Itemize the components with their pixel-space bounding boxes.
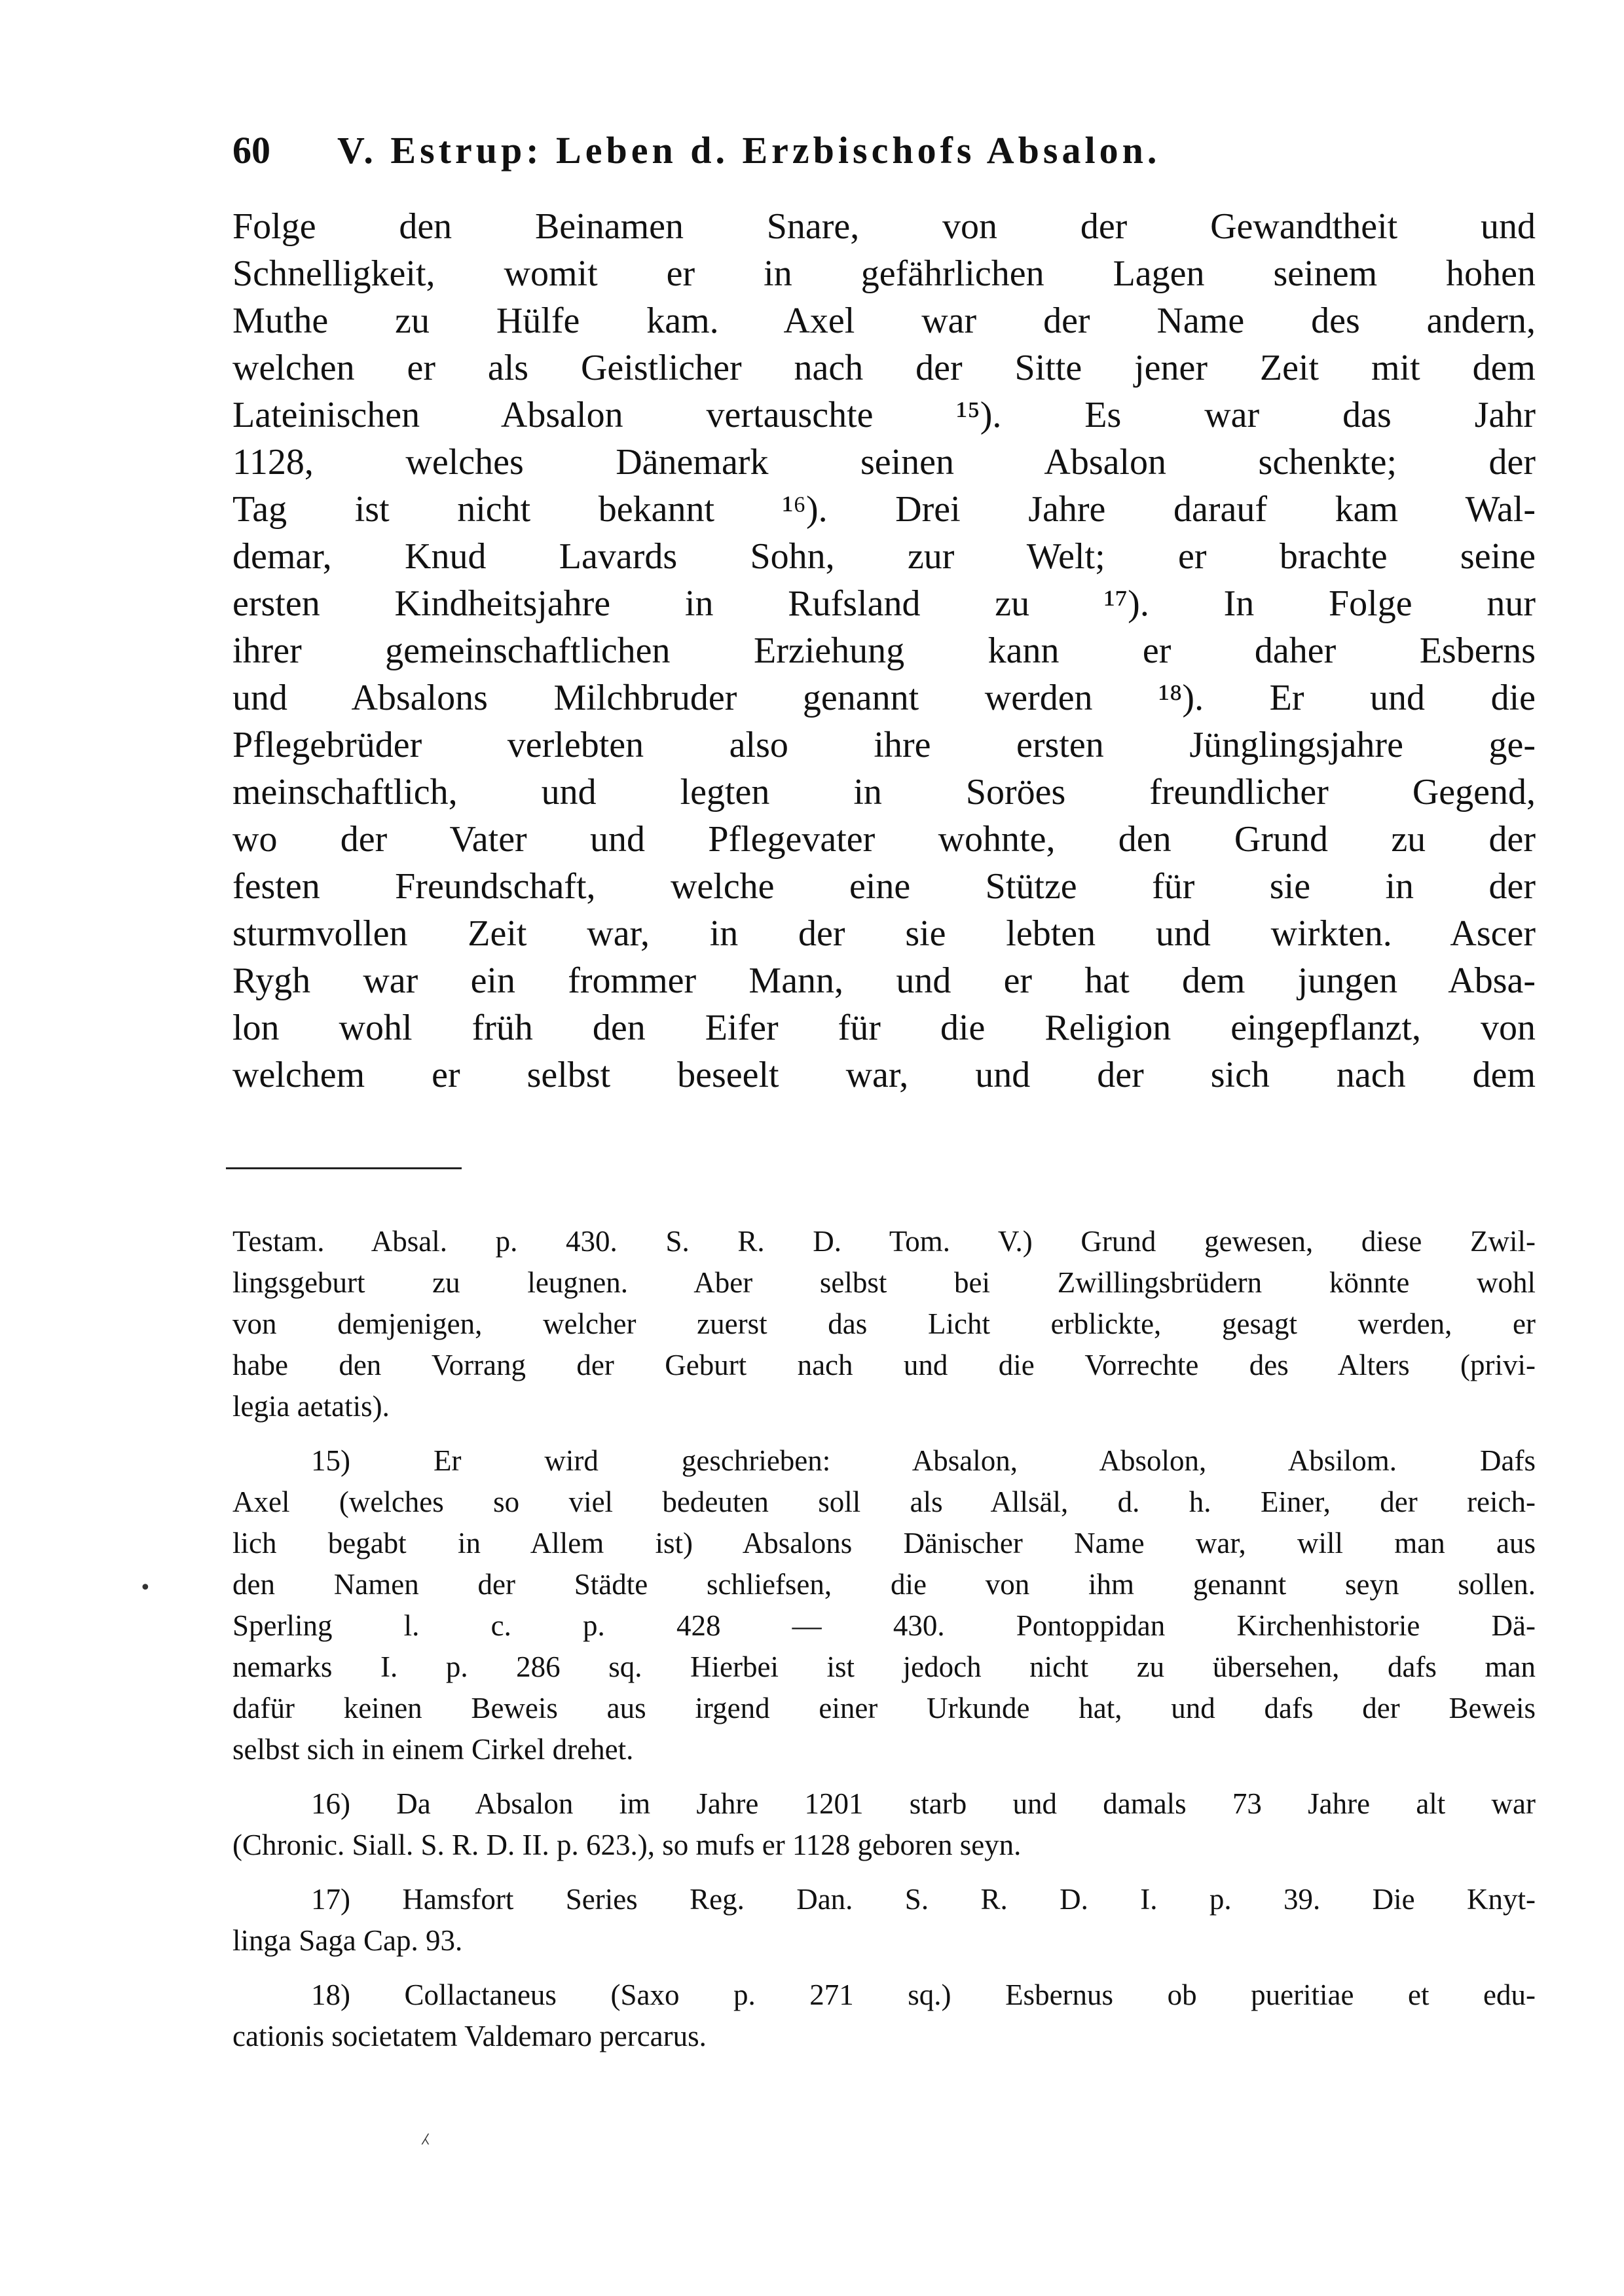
running-head: V. Estrup: Leben d. Erzbischofs Absalon.: [337, 129, 1161, 172]
body-line: Schnelligkeit, womit er in gefährlichen Lagen seinem hohen: [232, 253, 1536, 294]
page-number: 60: [232, 129, 270, 172]
footnote-line: legia aetatis).: [232, 1390, 390, 1423]
body-line: 1128, welches Dänemark seinen Absalon schenkte; der: [232, 442, 1536, 483]
stray-mark-icon: ⁁: [422, 2118, 428, 2145]
main-text: [232, 203, 1536, 1099]
body-line: Lateinischen Absalon vertauschte ¹⁵). Es war das Jahr: [232, 395, 1536, 435]
footnote-line: Axel (welches so viel bedeuten soll als Allsäl, d. h. Einer, der reich-: [232, 1485, 1536, 1518]
footnote-line: nemarks I. p. 286 sq. Hierbei ist jedoch nicht zu übersehen, dafs man: [232, 1650, 1536, 1683]
body-line: Tag ist nicht bekannt ¹⁶). Drei Jahre darauf kam Wal-: [232, 489, 1536, 530]
body-line: sturmvollen Zeit war, in der sie lebten und wirkten. Ascer: [232, 913, 1536, 954]
body-line: Muthe zu Hülfe kam. Axel war der Name des andern,: [232, 301, 1536, 341]
body-line: wo der Vater und Pflegevater wohnte, den Grund zu der: [232, 819, 1536, 860]
body-line: ersten Kindheitsjahre in Rufsland zu ¹⁷). In Folge nur: [232, 583, 1536, 624]
footnote-18: [232, 1975, 1536, 2057]
footnote-line: cationis societatem Valdemaro percarus.: [232, 2020, 707, 2052]
footnote-line: 17) Hamsfort Series Reg. Dan. S. R. D. I. p. 39. Die Knyt-: [311, 1883, 1536, 1916]
page-header: [232, 128, 1529, 181]
footnote-separator: [226, 1167, 462, 1169]
footnote-line: lich begabt in Allem ist) Absalons Dänischer Name war, will man aus: [232, 1527, 1536, 1559]
footnote-line: dafür keinen Beweis aus irgend einer Urkunde hat, und dafs der Beweis: [232, 1692, 1536, 1724]
body-line: ihrer gemeinschaftlichen Erziehung kann er daher Esberns: [232, 630, 1536, 671]
footnote-16: [232, 1783, 1536, 1866]
body-line: welchen er als Geistlicher nach der Sitte jener Zeit mit dem: [232, 348, 1536, 388]
footnote-line: von demjenigen, welcher zuerst das Licht erblickte, gesagt werden, er: [232, 1307, 1536, 1340]
body-line: meinschaftlich, und legten in Soröes freundlicher Gegend,: [232, 772, 1536, 812]
footnote-line: 15) Er wird geschrieben: Absalon, Absolon, Absilom. Dafs: [311, 1444, 1536, 1477]
body-line: demar, Knud Lavards Sohn, zur Welt; er brachte seine: [232, 536, 1536, 577]
body-line: Folge den Beinamen Snare, von der Gewandtheit und: [232, 206, 1536, 247]
footnote-line: habe den Vorrang der Geburt nach und die Vorrechte des Alters (privi-: [232, 1349, 1536, 1381]
body-line: Pflegebrüder verlebten also ihre ersten Jünglingsjahre ge-: [232, 725, 1536, 765]
body-line: festen Freundschaft, welche eine Stütze für sie in der: [232, 866, 1536, 907]
footnote-line: den Namen der Städte schliefsen, die von ihm genannt seyn sollen.: [232, 1568, 1536, 1601]
footnote-line: (Chronic. Siall. S. R. D. II. p. 623.), so mufs er 1128 geboren seyn.: [232, 1829, 1022, 1861]
body-line: Rygh war ein frommer Mann, und er hat dem jungen Absa-: [232, 960, 1536, 1001]
footnote-15: [232, 1440, 1536, 1770]
footnote-line: Testam. Absal. p. 430. S. R. D. Tom. V.) Grund gewesen, diese Zwil-: [232, 1225, 1536, 1258]
footnote-continued: [232, 1221, 1536, 1427]
body-line: welchem er selbst beseelt war, und der sich nach dem: [232, 1055, 1536, 1095]
body-line: und Absalons Milchbruder genannt werden ¹⁸). Er und die: [232, 678, 1536, 718]
body-line: lon wohl früh den Eifer für die Religion eingepflanzt, von: [232, 1008, 1536, 1048]
footnote-line: 16) Da Absalon im Jahre 1201 starb und damals 73 Jahre alt war: [311, 1787, 1536, 1820]
footnote-17: [232, 1879, 1536, 1961]
footnote-line: 18) Collactaneus (Saxo p. 271 sq.) Esbernus ob pueritiae et edu-: [311, 1978, 1536, 2011]
footnote-line: selbst sich in einem Cirkel drehet.: [232, 1733, 634, 1766]
footnote-line: lingsgeburt zu leugnen. Aber selbst bei Zwillingsbrüdern könnte wohl: [232, 1266, 1536, 1299]
footnote-line: linga Saga Cap. 93.: [232, 1924, 463, 1957]
footnote-line: Sperling l. c. p. 428 — 430. Pontoppidan Kirchenhistorie Dä-: [232, 1609, 1536, 1642]
footnotes: [232, 1221, 1536, 2057]
stray-mark-icon: •: [139, 1576, 151, 1599]
